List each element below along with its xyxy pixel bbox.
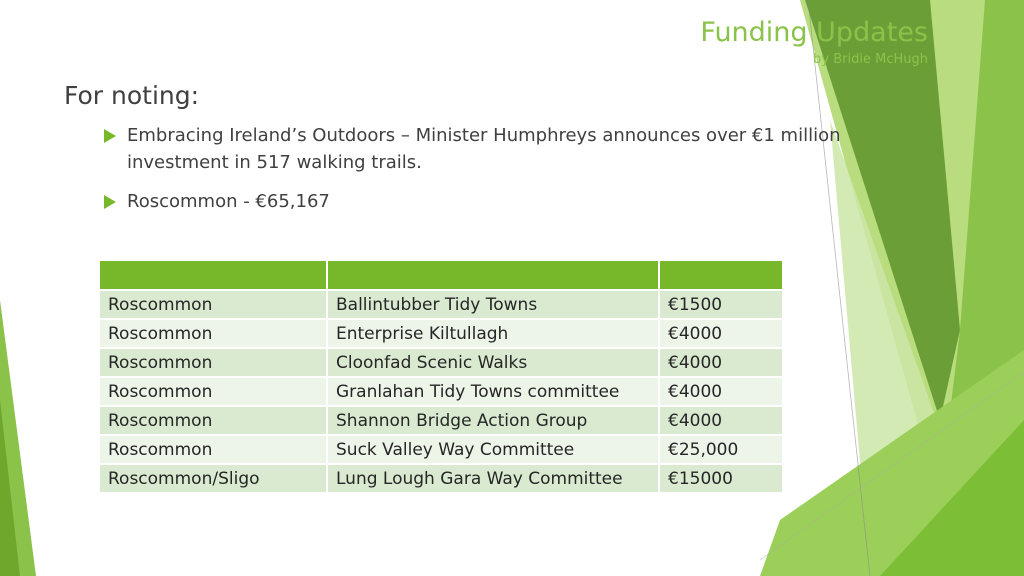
group-cell: Lung Lough Gara Way Committee xyxy=(327,464,659,493)
funding-table xyxy=(98,259,784,494)
group-cell: Suck Valley Way Committee xyxy=(327,435,659,464)
bullet-item xyxy=(104,188,904,215)
slide-subtitle: by Bridie McHugh xyxy=(813,52,928,67)
amount-cell: €1500 xyxy=(659,290,783,319)
county-cell: Roscommon xyxy=(99,348,327,377)
arrow-bullet-icon xyxy=(104,129,116,143)
bullet-item xyxy=(104,122,904,176)
bullet-text: Roscommon - €65,167 xyxy=(127,191,330,212)
bullet-text: Embracing Ireland’s Outdoors – Minister Humphreys announces over €1 million investment in 517 walking trails. xyxy=(127,125,841,173)
section-heading: For noting: xyxy=(64,81,200,110)
county-cell: Roscommon xyxy=(99,319,327,348)
header-cell xyxy=(327,260,659,290)
table-row xyxy=(99,319,783,348)
amount-cell: €25,000 xyxy=(659,435,783,464)
group-cell: Enterprise Kiltullagh xyxy=(327,319,659,348)
group-cell: Shannon Bridge Action Group xyxy=(327,406,659,435)
table-row xyxy=(99,348,783,377)
county-cell: Roscommon xyxy=(99,290,327,319)
table-row xyxy=(99,435,783,464)
county-cell: Roscommon xyxy=(99,406,327,435)
amount-cell: €4000 xyxy=(659,348,783,377)
table-header-row xyxy=(99,260,783,290)
table-row xyxy=(99,464,783,493)
header-cell xyxy=(99,260,327,290)
county-cell: Roscommon/Sligo xyxy=(99,464,327,493)
amount-cell: €4000 xyxy=(659,319,783,348)
county-cell: Roscommon xyxy=(99,435,327,464)
bullet-list xyxy=(104,122,904,215)
slide-title: Funding Updates xyxy=(700,17,928,48)
table-row xyxy=(99,290,783,319)
amount-cell: €4000 xyxy=(659,406,783,435)
amount-cell: €15000 xyxy=(659,464,783,493)
group-cell: Ballintubber Tidy Towns xyxy=(327,290,659,319)
amount-cell: €4000 xyxy=(659,377,783,406)
table-row xyxy=(99,377,783,406)
table-row xyxy=(99,406,783,435)
header-cell xyxy=(659,260,783,290)
arrow-bullet-icon xyxy=(104,195,116,209)
county-cell: Roscommon xyxy=(99,377,327,406)
group-cell: Cloonfad Scenic Walks xyxy=(327,348,659,377)
group-cell: Granlahan Tidy Towns committee xyxy=(327,377,659,406)
